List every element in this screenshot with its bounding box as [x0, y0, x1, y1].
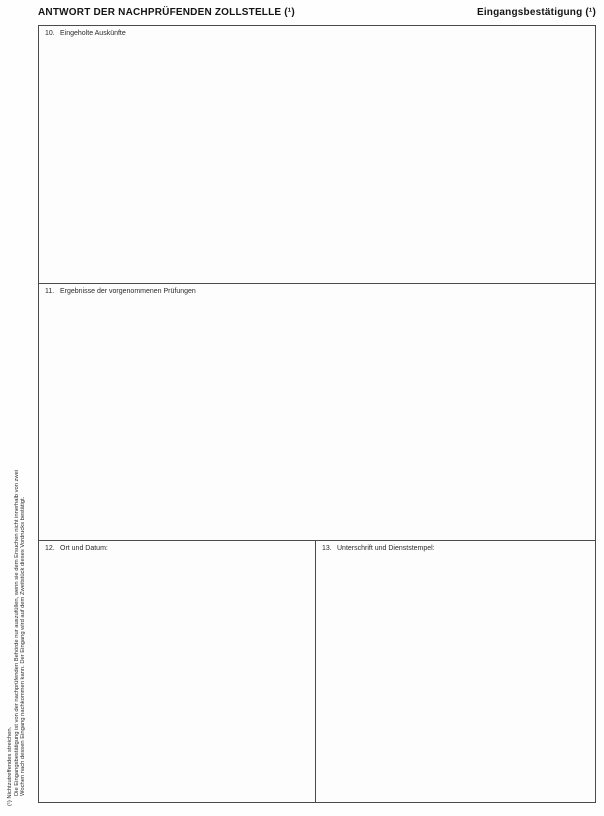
- box-13-label: [322, 545, 435, 552]
- box-13-label-text: Unterschrift und Dienststempel:: [337, 545, 435, 552]
- box-12-ort-und-datum: [39, 541, 316, 802]
- footnote-line: Die Eingangsbestätigung ist von der nachprüfenden Behörde nur auszufüllen, wenn sie dem Ersuchen nicht innerhalb von zwei: [13, 469, 20, 796]
- box-12-number: 12.: [45, 545, 55, 552]
- box-13-fill-area: [318, 557, 593, 800]
- box-11-number: 11.: [45, 288, 55, 295]
- box-12-label: [45, 545, 108, 552]
- box-12-label-text: Ort und Datum:: [60, 545, 108, 552]
- box-11-ergebnisse-pruefungen: [39, 284, 595, 541]
- box-10-eingeholte-auskuenfte: [39, 26, 595, 284]
- box-11-label-text: Ergebnisse der vorgenommenen Prüfungen: [60, 288, 196, 295]
- box-11-label: [45, 288, 196, 295]
- form-table: [38, 25, 596, 803]
- box-10-label-text: Eingeholte Auskünfte: [60, 30, 126, 37]
- footnote-rotated: [7, 460, 27, 806]
- form-title: ANTWORT DER NACHPRÜFENDEN ZOLLSTELLE (¹): [38, 7, 295, 18]
- receipt-confirmation-title: Eingangsbestätigung (¹): [476, 7, 596, 18]
- box-10-number: 10.: [45, 30, 55, 37]
- box-10-label: [45, 30, 126, 37]
- box-11-fill-area: [41, 300, 593, 538]
- bottom-row: [39, 541, 595, 802]
- box-10-fill-area: [41, 42, 593, 281]
- box-13-unterschrift-dienststempel: [316, 541, 595, 802]
- box-13-number: 13.: [322, 545, 332, 552]
- box-12-fill-area: [41, 557, 313, 800]
- footnote-line: (¹) Nichtzutreffendes streichen.: [7, 726, 13, 806]
- footnote-line: Wochen nach dessen Eingang nachkommen kann. Der Eingang wird auf dem Zweitstück dieses Vordrucks bestätigt.: [20, 496, 27, 796]
